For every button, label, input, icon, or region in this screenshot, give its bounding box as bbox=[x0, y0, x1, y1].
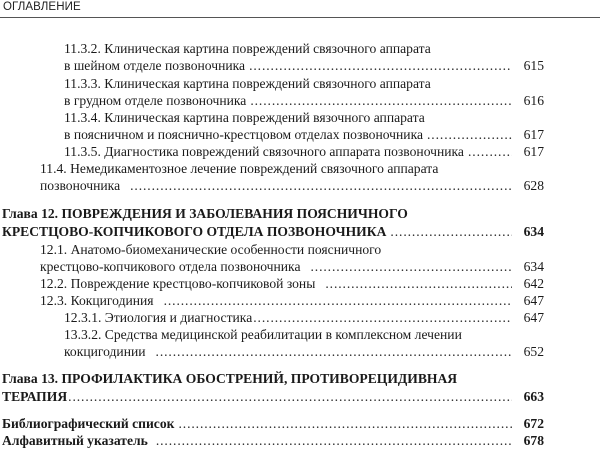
dot-leader bbox=[325, 275, 512, 292]
page-number: 617 bbox=[523, 144, 544, 159]
dot-leader bbox=[249, 57, 512, 74]
toc-entry-title-cont: в поясничном и пояснично-крестцовом отделах позвоночника bbox=[64, 127, 423, 142]
running-header: ОГЛАВЛЕНИЕ bbox=[3, 1, 81, 13]
toc-entry-title: 11.3.2. Клиническая картина повреждений связочного аппарата bbox=[64, 41, 431, 56]
dot-leader bbox=[68, 388, 512, 405]
page-number: 652 bbox=[523, 344, 544, 359]
bibliography-title: Библиографический список bbox=[2, 416, 175, 431]
chapter-title: Глава 13. ПРОФИЛАКТИКА ОБОСТРЕНИЙ, ПРОТИВОРЕЦИДИВНАЯ bbox=[2, 371, 458, 386]
page-number: 678 bbox=[523, 433, 544, 448]
toc-entry-title: 13.3.2. Средства медицинской реабилитации в комплексном лечении bbox=[64, 327, 462, 342]
toc-entry-title: 12.3.1. Этиология и диагностика bbox=[64, 310, 253, 325]
toc-entry-title: 11.3.3. Клиническая картина повреждений связочного аппарата bbox=[64, 76, 431, 91]
page-number: 642 bbox=[523, 276, 544, 291]
page-number: 672 bbox=[523, 416, 544, 431]
dot-leader bbox=[468, 143, 512, 160]
index-title: Алфавитный указатель bbox=[2, 433, 148, 448]
toc-entry-title: 12.2. Повреждение крестцово-копчиковой зоны bbox=[40, 276, 316, 291]
dot-leader bbox=[253, 309, 512, 326]
toc-entry-title: 11.3.5. Диагностика повреждений связочного аппарата позвоночника bbox=[64, 144, 464, 159]
chapter-title-cont: ТЕРАПИЯ bbox=[2, 389, 68, 404]
page-number: 634 bbox=[523, 224, 544, 239]
toc-entry-title-cont: крестцово-копчикового отдела позвоночника bbox=[40, 259, 301, 274]
dot-leader bbox=[427, 126, 512, 143]
toc-entry-title-cont: позвоночника bbox=[40, 178, 121, 193]
page-number: 634 bbox=[523, 259, 544, 274]
toc-entry-title: 11.3.4. Клиническая картина повреждений вязочного аппарата bbox=[64, 110, 425, 125]
page-number: 628 bbox=[523, 178, 544, 193]
dot-leader bbox=[250, 92, 512, 109]
toc-entry-title-cont: в шейном отделе позвоночника bbox=[64, 58, 246, 73]
page-number: 647 bbox=[523, 293, 544, 308]
toc-entry-title-cont: кокцигодинии bbox=[64, 344, 146, 359]
dot-leader bbox=[178, 415, 512, 432]
dot-leader bbox=[130, 177, 512, 194]
page-number: 647 bbox=[523, 310, 544, 325]
page-number: 617 bbox=[523, 127, 544, 142]
page-number: 615 bbox=[523, 58, 544, 73]
chapter-title-cont: КРЕСТЦОВО-КОПЧИКОВОГО ОТДЕЛА ПОЗВОНОЧНИКА bbox=[2, 224, 387, 239]
dot-leader bbox=[156, 343, 512, 360]
toc-entry-title: 12.1. Анатомо-биомеханические особенности поясничного bbox=[40, 242, 382, 257]
page-number: 616 bbox=[523, 93, 544, 108]
dot-leader bbox=[390, 223, 512, 240]
dot-leader bbox=[156, 432, 512, 449]
dot-leader bbox=[310, 258, 512, 275]
page-number: 663 bbox=[523, 389, 544, 404]
toc-entry-title-cont: в грудном отделе позвоночника bbox=[64, 93, 247, 108]
toc-entry-title: 11.4. Немедикаментозное лечение повреждений связочного аппарата bbox=[40, 161, 439, 176]
toc-entry-title: 12.3. Кокцигодиния bbox=[40, 293, 154, 308]
dot-leader bbox=[164, 292, 512, 309]
chapter-title: Глава 12. ПОВРЕЖДЕНИЯ И ЗАБОЛЕВАНИЯ ПОЯСНИЧНОГО bbox=[2, 206, 408, 221]
